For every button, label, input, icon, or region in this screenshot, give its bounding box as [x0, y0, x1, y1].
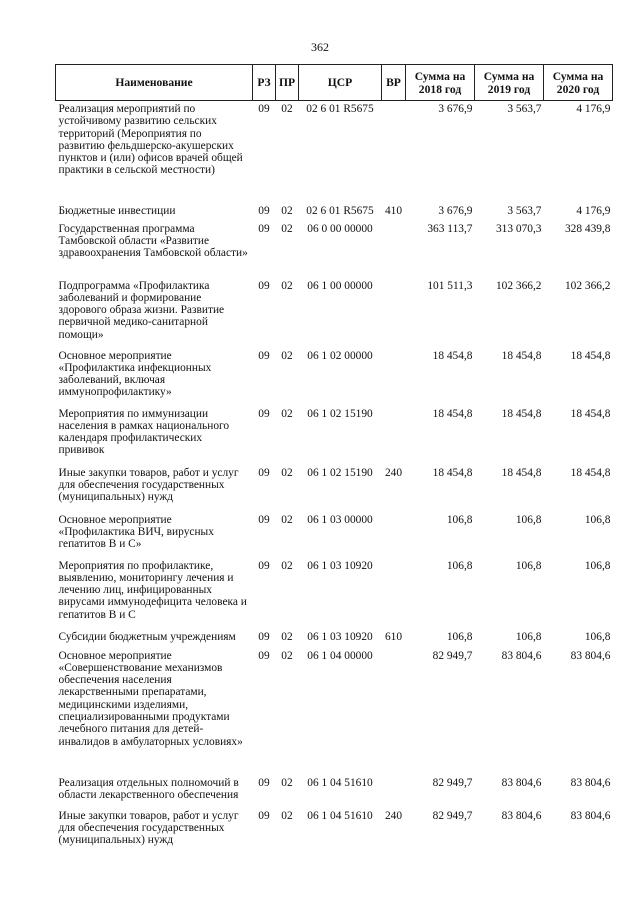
row-rz: 09 — [258, 222, 270, 235]
row-csr: 06 1 04 51610 — [307, 776, 373, 789]
row-sum-2019: 3 563,7 — [507, 204, 542, 217]
row-name: Подпрограмма «Профилактика заболеваний и формирование здорового образа жизни. Развитие первичной медико-санитарной помощи» — [58, 279, 225, 341]
row-sum-2018: 106,8 — [446, 513, 473, 526]
row-name: Иные закупки товаров, работ и услуг для обеспечения государственных (муниципальных) нужд — [58, 809, 239, 847]
row-pr: 02 — [281, 559, 293, 572]
row-csr: 06 1 00 00000 — [307, 279, 373, 292]
row-vr — [382, 775, 406, 808]
row-pr: 02 — [281, 103, 293, 115]
row-sum-2019: 3 563,7 — [507, 103, 542, 115]
row-vr — [382, 101, 406, 203]
row-sum-2020: 18 454,8 — [570, 466, 611, 479]
table-row — [56, 648, 613, 775]
row-rz: 09 — [258, 407, 270, 420]
header-pr: ПР — [276, 65, 299, 101]
row-sum-2020: 106,8 — [584, 513, 611, 526]
row-sum-2020: 83 804,6 — [570, 776, 611, 789]
row-sum-2019: 18 454,8 — [501, 407, 542, 420]
row-sum-2020: 4 176,9 — [576, 103, 611, 115]
row-sum-2018: 101 511,3 — [427, 279, 473, 292]
row-rz: 09 — [258, 649, 270, 662]
row-rz: 09 — [258, 279, 270, 292]
row-csr: 02 6 01 R5675 — [306, 204, 374, 217]
row-pr: 02 — [281, 649, 293, 662]
table-row — [56, 512, 613, 558]
row-pr: 02 — [281, 222, 293, 235]
row-sum-2019: 83 804,6 — [501, 809, 542, 822]
row-rz: 09 — [258, 513, 270, 526]
row-csr: 06 1 03 00000 — [307, 513, 373, 526]
row-vr — [382, 221, 406, 278]
header-csr: ЦСР — [299, 65, 382, 101]
row-rz: 09 — [258, 776, 270, 789]
row-csr: 06 1 02 15190 — [307, 466, 373, 479]
row-csr: 06 1 02 00000 — [307, 349, 373, 362]
row-sum-2019: 83 804,6 — [501, 776, 542, 789]
row-vr: 240 — [384, 809, 403, 822]
row-vr — [382, 648, 406, 775]
row-pr: 02 — [281, 630, 293, 643]
header-rz: РЗ — [253, 65, 276, 101]
budget-table — [55, 64, 613, 852]
row-csr: 06 1 03 10920 — [307, 559, 373, 572]
row-sum-2019: 106,8 — [515, 559, 542, 572]
row-rz: 09 — [258, 204, 270, 217]
row-pr: 02 — [281, 349, 293, 362]
row-name: Мероприятия по профилактике, выявлению, мониторингу лечения и лечению лиц, инфицированных вирусами иммунодефицита человека и гепатитов В и С — [58, 559, 247, 621]
table-row — [56, 278, 613, 348]
row-sum-2018: 3 676,9 — [438, 103, 473, 115]
row-name: Основное мероприятие «Профилактика инфекционных заболеваний, включая иммунопрофилактику» — [58, 349, 212, 399]
table-body — [56, 101, 613, 852]
row-name: Субсидии бюджетным учреждениям — [58, 630, 236, 643]
row-rz: 09 — [258, 349, 270, 362]
row-sum-2019: 106,8 — [515, 630, 542, 643]
row-vr — [382, 278, 406, 348]
row-csr: 06 1 02 15190 — [307, 407, 373, 420]
row-name: Мероприятия по иммунизации населения в рамках национального календаря профилактических прививок — [58, 407, 230, 457]
row-name: Реализация отдельных полномочий в области лекарственного обеспечения — [58, 776, 239, 801]
row-sum-2019: 106,8 — [515, 513, 542, 526]
row-rz: 09 — [258, 103, 270, 115]
row-sum-2020: 102 366,2 — [564, 279, 611, 292]
row-sum-2018: 18 454,8 — [432, 466, 473, 479]
table-row — [56, 775, 613, 808]
row-sum-2018: 106,8 — [446, 630, 473, 643]
table-row — [56, 808, 613, 852]
row-sum-2019: 102 366,2 — [495, 279, 542, 292]
row-pr: 02 — [281, 776, 293, 789]
row-name: Реализация мероприятий по устойчивому развитию сельских территорий (Мероприятия по развитию фельдшерско-акушерских пунктов и (или) офисов врачей общей практики в сельской местности) — [58, 103, 243, 177]
row-pr: 02 — [281, 279, 293, 292]
table-row — [56, 558, 613, 629]
row-sum-2018: 18 454,8 — [432, 407, 473, 420]
row-name: Государственная программа Тамбовской области «Развитие здравоохранения Тамбовской области» — [58, 222, 248, 260]
row-sum-2019: 313 070,3 — [495, 222, 542, 235]
row-name: Бюджетные инвестиции — [58, 204, 176, 217]
row-pr: 02 — [281, 407, 293, 420]
row-vr — [382, 406, 406, 465]
row-csr: 02 6 01 R5675 — [306, 103, 374, 115]
row-sum-2020: 106,8 — [584, 630, 611, 643]
row-csr: 06 1 03 10920 — [307, 630, 373, 643]
table-row — [56, 629, 613, 648]
row-rz: 09 — [258, 559, 270, 572]
table-row — [56, 348, 613, 406]
row-vr: 410 — [384, 204, 403, 217]
row-name: Основное мероприятие «Совершенствование механизмов обеспечения населения лекарственными препаратами, медицинскими изделиями, специализированными продуктами лечебного питания для детей-инвалидов в амбулаторных условиях» — [58, 649, 243, 748]
table-row — [56, 406, 613, 465]
row-rz: 09 — [258, 809, 270, 822]
row-sum-2019: 18 454,8 — [501, 349, 542, 362]
row-sum-2019: 18 454,8 — [501, 466, 542, 479]
table-row — [56, 221, 613, 278]
header-sum-2020: Сумма на 2020 год — [544, 65, 613, 101]
page-number: 362 — [311, 40, 329, 54]
row-vr: 240 — [384, 466, 403, 479]
row-sum-2020: 18 454,8 — [570, 407, 611, 420]
header-sum-2019: Сумма на 2019 год — [475, 65, 544, 101]
table-row — [56, 101, 613, 203]
table-header-row — [56, 65, 613, 101]
table-row — [56, 203, 613, 221]
row-pr: 02 — [281, 466, 293, 479]
row-sum-2019: 83 804,6 — [501, 649, 542, 662]
row-sum-2018: 82 949,7 — [432, 776, 473, 789]
row-pr: 02 — [281, 204, 293, 217]
row-sum-2020: 18 454,8 — [570, 349, 611, 362]
header-name: Наименование — [56, 65, 253, 101]
row-sum-2020: 328 439,8 — [564, 222, 611, 235]
header-vr: ВР — [382, 65, 406, 101]
row-rz: 09 — [258, 630, 270, 643]
row-sum-2018: 3 676,9 — [438, 204, 473, 217]
row-vr — [382, 512, 406, 558]
row-csr: 06 0 00 00000 — [307, 222, 373, 235]
row-name: Иные закупки товаров, работ и услуг для обеспечения государственных (муниципальных) нужд — [58, 466, 239, 504]
row-sum-2018: 82 949,7 — [432, 809, 473, 822]
row-csr: 06 1 04 00000 — [307, 649, 373, 662]
row-sum-2020: 83 804,6 — [570, 809, 611, 822]
row-sum-2018: 363 113,7 — [427, 222, 473, 235]
row-sum-2020: 83 804,6 — [570, 649, 611, 662]
row-sum-2018: 106,8 — [446, 559, 473, 572]
row-pr: 02 — [281, 513, 293, 526]
row-sum-2018: 82 949,7 — [432, 649, 473, 662]
row-sum-2020: 4 176,9 — [576, 204, 611, 217]
row-vr — [382, 558, 406, 629]
row-vr: 610 — [384, 630, 403, 643]
row-sum-2018: 18 454,8 — [432, 349, 473, 362]
row-sum-2020: 106,8 — [584, 559, 611, 572]
table-row — [56, 465, 613, 512]
header-sum-2018: Сумма на 2018 год — [406, 65, 475, 101]
row-csr: 06 1 04 51610 — [307, 809, 373, 822]
row-vr — [382, 348, 406, 406]
row-pr: 02 — [281, 809, 293, 822]
row-rz: 09 — [258, 466, 270, 479]
row-name: Основное мероприятие «Профилактика ВИЧ, вирусных гепатитов В и С» — [58, 513, 214, 551]
